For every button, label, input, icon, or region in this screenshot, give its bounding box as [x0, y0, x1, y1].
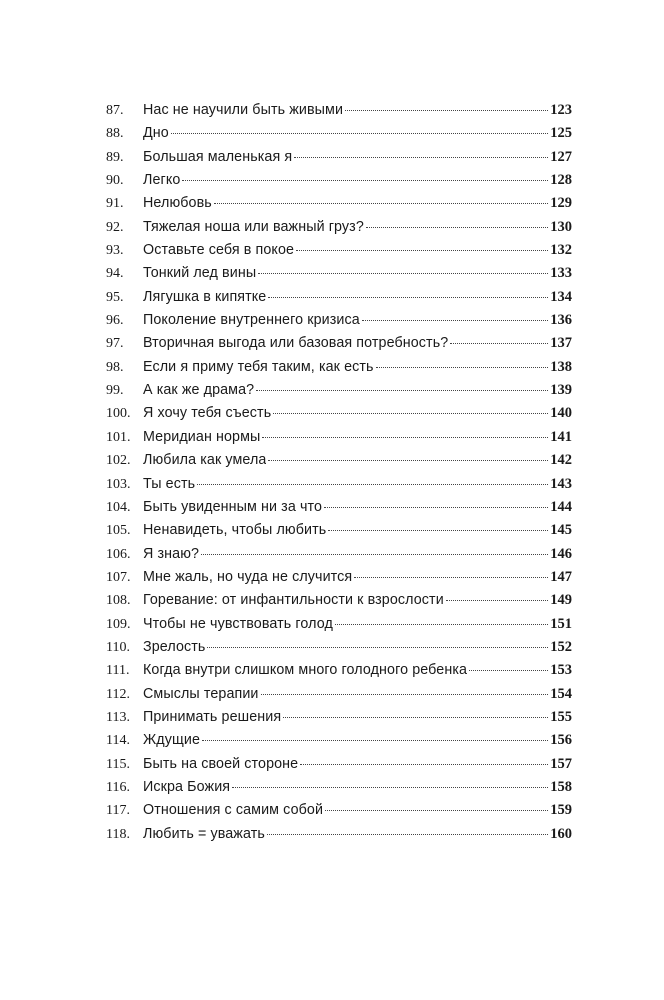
- toc-entry: [106, 543, 572, 566]
- toc-entry-title: Большая маленькая я: [143, 148, 293, 165]
- toc-entry: [106, 402, 572, 425]
- toc-entry-number: 106.: [106, 546, 131, 562]
- toc-entry-page-number: 129: [550, 195, 572, 212]
- toc-entry-title: Любить = уважать: [143, 825, 265, 842]
- toc-entry: [106, 262, 572, 285]
- toc-entry: [106, 659, 572, 682]
- toc-entry-title: Тяжелая ноша или важный груз?: [143, 218, 364, 235]
- toc-entry-title: Горевание: от инфантильности к взрослости: [143, 592, 444, 609]
- toc-entry-title: Ненавидеть, чтобы любить: [143, 522, 327, 539]
- toc-entry: [106, 356, 572, 379]
- toc-entry-page-number: 137: [550, 335, 572, 352]
- toc-entry-page-number: 152: [550, 638, 572, 655]
- dot-leader: [197, 484, 548, 485]
- toc-entry-page-number: 146: [550, 545, 572, 562]
- toc-entry-page-number: 149: [550, 592, 572, 609]
- toc-entry-number: 100.: [106, 406, 131, 422]
- toc-entry-title: Легко: [143, 172, 181, 189]
- toc-entry-title: Поколение внутреннего кризиса: [143, 312, 360, 329]
- toc-entry-page-number: 123: [550, 102, 572, 118]
- toc-entry: [106, 146, 572, 169]
- toc-entry: [106, 332, 572, 355]
- toc-entry-page-number: 145: [550, 522, 572, 539]
- dot-leader: [366, 227, 548, 228]
- toc-entry-page-number: 138: [550, 358, 572, 375]
- toc-entry-title: Оставьте себя в покое: [143, 242, 295, 259]
- toc-entry-title: Искра Божия: [143, 778, 231, 795]
- dot-leader: [469, 670, 548, 671]
- dot-leader: [256, 390, 548, 391]
- table-of-contents: [106, 99, 572, 846]
- toc-entry-number: 94.: [106, 266, 124, 282]
- toc-entry: [106, 379, 572, 402]
- dot-leader: [273, 413, 548, 414]
- toc-entry-number: 114.: [106, 733, 130, 749]
- toc-entry-page-number: 158: [550, 778, 572, 795]
- toc-entry-page-number: 144: [550, 498, 572, 515]
- toc-entry: [106, 192, 572, 215]
- toc-entry-page-number: 141: [550, 428, 572, 445]
- toc-entry-number: 98.: [106, 359, 124, 375]
- toc-entry: [106, 753, 572, 776]
- dot-leader: [446, 600, 548, 601]
- toc-entry: [106, 566, 572, 589]
- toc-entry-title: Нелюбовь: [143, 195, 212, 212]
- dot-leader: [294, 157, 548, 158]
- dot-leader: [207, 647, 548, 648]
- dot-leader: [300, 764, 548, 765]
- toc-entry-number: 97.: [106, 336, 124, 352]
- toc-entry-number: 99.: [106, 383, 124, 399]
- toc-entry-number: 112.: [106, 686, 130, 702]
- dot-leader: [262, 437, 548, 438]
- dot-leader: [214, 203, 548, 204]
- toc-entry: [106, 636, 572, 659]
- toc-entry: [106, 426, 572, 449]
- toc-entry-title: А как же драма?: [143, 382, 255, 399]
- toc-entry-title: Я хочу тебя съесть: [143, 405, 272, 422]
- toc-entry-number: 116.: [106, 779, 130, 795]
- toc-entry: [106, 589, 572, 612]
- toc-entry-page-number: 125: [550, 125, 572, 142]
- dot-leader: [345, 110, 548, 111]
- toc-entry: [106, 683, 572, 706]
- toc-entry-title: Любила как умела: [143, 452, 267, 469]
- dot-leader: [376, 367, 549, 368]
- toc-entry-page-number: 132: [550, 242, 572, 259]
- toc-entry-number: 90.: [106, 173, 124, 189]
- toc-entry-number: 103.: [106, 476, 131, 492]
- toc-entry-page-number: 134: [550, 288, 572, 305]
- dot-leader: [232, 787, 548, 788]
- toc-entry-page-number: 151: [550, 615, 572, 632]
- toc-entry-page-number: 147: [550, 568, 572, 585]
- toc-entry: [106, 309, 572, 332]
- dot-leader: [354, 577, 548, 578]
- toc-entry-number: 115.: [106, 756, 130, 772]
- toc-entry-title: Я знаю?: [143, 545, 200, 562]
- toc-entry-number: 96.: [106, 313, 124, 329]
- dot-leader: [267, 834, 548, 835]
- toc-entry-number: 109.: [106, 616, 131, 632]
- dot-leader: [325, 810, 548, 811]
- toc-entry-title: Быть увиденным ни за что: [143, 498, 323, 515]
- toc-entry-number: 88.: [106, 126, 124, 142]
- toc-entry-number: 95.: [106, 289, 124, 305]
- dot-leader: [335, 624, 548, 625]
- toc-entry-page-number: 140: [550, 405, 572, 422]
- toc-entry-title: Тонкий лед вины: [143, 265, 257, 282]
- toc-entry-title: Зрелость: [143, 638, 206, 655]
- toc-entry-number: 105.: [106, 523, 131, 539]
- toc-entry-title: Нас не научили быть живыми: [143, 102, 344, 118]
- toc-entry-number: 104.: [106, 499, 131, 515]
- toc-entry-page-number: 130: [550, 218, 572, 235]
- toc-entry-number: 89.: [106, 149, 124, 165]
- toc-entry: [106, 449, 572, 472]
- toc-entry: [106, 776, 572, 799]
- dot-leader: [171, 133, 548, 134]
- toc-entry: [106, 799, 572, 822]
- toc-entry-title: Дно: [143, 125, 169, 142]
- toc-entry-page-number: 153: [550, 662, 572, 679]
- toc-entry-title: Вторичная выгода или базовая потребность?: [143, 335, 449, 352]
- toc-entry-page-number: 159: [550, 802, 572, 819]
- toc-entry: [106, 519, 572, 542]
- toc-entry-page-number: 157: [550, 755, 572, 772]
- toc-entry-page-number: 156: [550, 732, 572, 749]
- toc-entry-title: Смыслы терапии: [143, 685, 259, 702]
- dot-leader: [324, 507, 548, 508]
- dot-leader: [450, 343, 548, 344]
- toc-entry: [106, 473, 572, 496]
- toc-entry-title: Отношения с самим собой: [143, 802, 324, 819]
- toc-entry-number: 93.: [106, 243, 124, 259]
- toc-entry: [106, 169, 572, 192]
- toc-entry: [106, 99, 572, 122]
- toc-entry-page-number: 143: [550, 475, 572, 492]
- dot-leader: [182, 180, 548, 181]
- toc-entry-title: Лягушка в кипятке: [143, 288, 267, 305]
- toc-entry: [106, 823, 572, 846]
- toc-entry-title: Когда внутри слишком много голодного ребенка: [143, 662, 468, 679]
- toc-entry-page-number: 142: [550, 452, 572, 469]
- toc-entry-title: Быть на своей стороне: [143, 755, 299, 772]
- toc-entry-title: Мне жаль, но чуда не случится: [143, 568, 353, 585]
- toc-entry-number: 92.: [106, 219, 124, 235]
- toc-entry: [106, 706, 572, 729]
- dot-leader: [201, 554, 548, 555]
- toc-entry-page-number: 154: [550, 685, 572, 702]
- toc-entry: [106, 216, 572, 239]
- dot-leader: [202, 740, 548, 741]
- dot-leader: [261, 694, 549, 695]
- dot-leader: [258, 273, 548, 274]
- toc-entry-number: 117.: [106, 803, 130, 819]
- toc-entry: [106, 613, 572, 636]
- dot-leader: [283, 717, 548, 718]
- toc-entry-number: 87.: [106, 103, 124, 118]
- toc-entry-number: 110.: [106, 639, 130, 655]
- dot-leader: [362, 320, 548, 321]
- toc-entry: [106, 239, 572, 262]
- toc-entry-title: Ты есть: [143, 475, 196, 492]
- toc-entry: [106, 496, 572, 519]
- toc-entry-number: 102.: [106, 453, 131, 469]
- dot-leader: [296, 250, 548, 251]
- toc-entry-page-number: 139: [550, 382, 572, 399]
- toc-entry-page-number: 155: [550, 708, 572, 725]
- toc-entry-page-number: 160: [550, 825, 572, 842]
- toc-entry-number: 91.: [106, 196, 124, 212]
- toc-entry-number: 118.: [106, 826, 130, 842]
- toc-entry: [106, 729, 572, 752]
- toc-entry-title: Ждущие: [143, 732, 200, 749]
- toc-entry-title: Меридиан нормы: [143, 428, 261, 445]
- toc-entry: [106, 286, 572, 309]
- toc-entry-page-number: 127: [550, 148, 572, 165]
- toc-entry-title: Чтобы не чувствовать голод: [143, 615, 333, 632]
- toc-entry-number: 113.: [106, 709, 130, 725]
- toc-entry-number: 111.: [106, 663, 130, 679]
- toc-entry-page-number: 133: [550, 265, 572, 282]
- toc-entry-title: Если я приму тебя таким, как есть: [143, 358, 374, 375]
- toc-entry: [106, 122, 572, 145]
- toc-entry-number: 107.: [106, 569, 131, 585]
- dot-leader: [328, 530, 548, 531]
- dot-leader: [268, 297, 548, 298]
- toc-entry-number: 101.: [106, 429, 131, 445]
- toc-entry-title: Принимать решения: [143, 708, 282, 725]
- toc-entry-page-number: 136: [550, 312, 572, 329]
- toc-entry-number: 108.: [106, 593, 131, 609]
- dot-leader: [268, 460, 548, 461]
- toc-entry-page-number: 128: [550, 172, 572, 189]
